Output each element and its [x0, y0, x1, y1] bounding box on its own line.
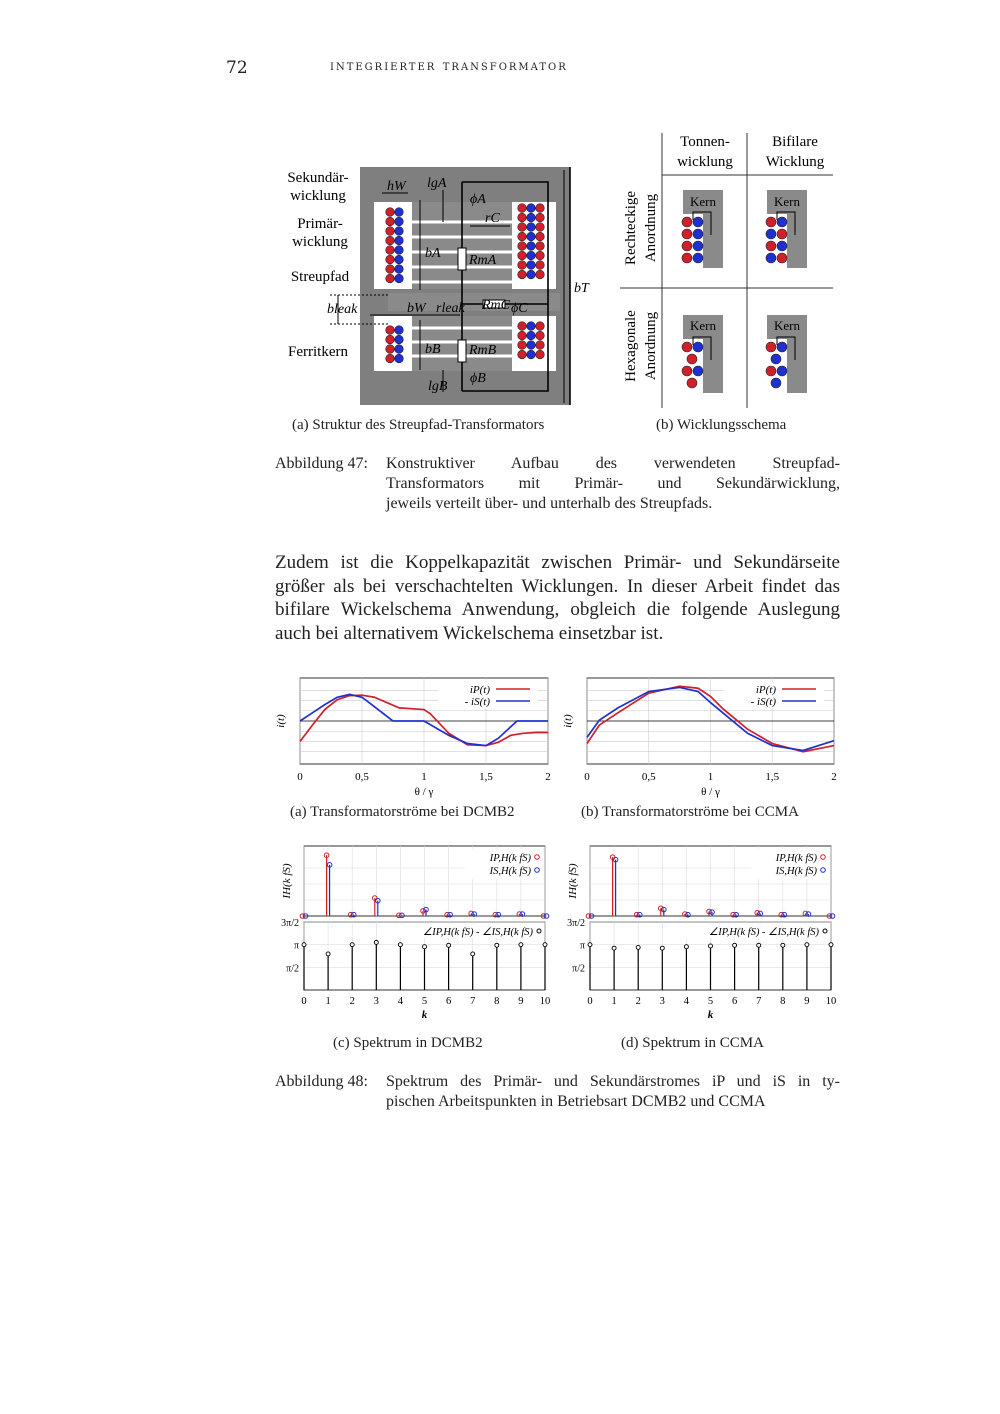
col-tonnen-2: wicklung	[677, 154, 733, 170]
conductor	[395, 326, 404, 335]
conductor	[777, 342, 787, 352]
x-tick-label: 0	[297, 771, 303, 783]
phase-marker	[302, 943, 306, 947]
label-phiA: ϕA	[470, 192, 486, 207]
x-tick-label: 8	[780, 996, 786, 1007]
legend-IP: IP,H(k fS)	[489, 853, 531, 864]
phase-marker	[543, 943, 547, 947]
conductor	[518, 261, 527, 270]
figure-47b-caption: (b) Wicklungsschema	[656, 417, 787, 433]
col-bifilar-2: Wicklung	[765, 154, 825, 170]
label-primary-2: wicklung	[292, 234, 348, 250]
conductor	[527, 213, 536, 222]
conductor	[527, 350, 536, 359]
conductor	[771, 378, 781, 388]
figure-48-line1: Spektrum des Primär- und Sekundärstromes iP und iS in ty-	[386, 1073, 840, 1090]
conductor	[777, 229, 787, 239]
phase-marker	[709, 944, 713, 948]
conductor	[682, 253, 692, 263]
conductor	[682, 217, 692, 227]
x-tick-label: 4	[683, 996, 690, 1007]
conductor	[536, 251, 545, 260]
x-tick-label: 0	[301, 996, 307, 1007]
figure-48d-caption: (d) Spektrum in CCMA	[621, 1035, 764, 1051]
label-phiC: ϕC	[511, 301, 528, 316]
x-tick-label: 1	[611, 996, 617, 1007]
label-RmB: RmB	[469, 343, 497, 358]
conductor	[527, 341, 536, 350]
conductor	[693, 253, 703, 263]
figure-47a-diagram	[270, 160, 600, 410]
conductor	[395, 217, 404, 226]
legend-phase: ∠IP,H(k fS) - ∠IS,H(k fS)	[708, 927, 819, 938]
x-tick-label: 0,5	[641, 771, 656, 783]
conductor	[777, 366, 787, 376]
conductor	[693, 217, 703, 227]
label-RmC: RmC	[482, 298, 510, 313]
x-tick-label: 0	[587, 996, 593, 1007]
x-tick-label: 1	[421, 771, 427, 783]
phase-marker	[757, 943, 761, 947]
conductor	[766, 342, 776, 352]
phase-marker	[326, 952, 330, 956]
row-rect-1: Rechteckige	[623, 190, 639, 266]
phase-marker	[495, 943, 499, 947]
x-tick-label: 4	[397, 996, 404, 1007]
conductor	[771, 354, 781, 364]
conductor	[766, 229, 776, 239]
conductor	[536, 270, 545, 279]
conductor	[386, 345, 395, 354]
conductor	[518, 270, 527, 279]
phase-marker	[398, 943, 402, 947]
conductor	[395, 335, 404, 344]
body-paragraph	[275, 551, 840, 645]
phase-marker	[829, 943, 833, 947]
conductor	[536, 331, 545, 340]
conductor	[693, 241, 703, 251]
figure-48-line2: pischen Arbeitspunkten in Betriebsart DCMB2 und CCMA	[386, 1093, 766, 1110]
conductor	[536, 242, 545, 251]
conductor	[777, 253, 787, 263]
label-RmA: RmA	[469, 253, 497, 268]
conductor	[766, 253, 776, 263]
x-tick-label: 8	[494, 996, 500, 1007]
conductor	[536, 341, 545, 350]
phase-marker	[781, 943, 785, 947]
figure-48-caption	[275, 1072, 840, 1114]
phase-marker	[733, 943, 737, 947]
phase-marker	[519, 943, 523, 947]
legend-phase: ∠IP,H(k fS) - ∠IS,H(k fS)	[422, 927, 533, 938]
legend-iS: - iS(t)	[750, 696, 776, 708]
resistor-RmB	[458, 340, 466, 362]
conductor	[386, 227, 395, 236]
conductor	[682, 366, 692, 376]
conductor	[682, 241, 692, 251]
x-tick-label: 2	[635, 996, 641, 1007]
phase-marker	[636, 945, 640, 949]
x-tick-label: 3	[373, 996, 379, 1007]
label-secondary-2: wicklung	[290, 188, 346, 204]
y-axis-label: IH(k fS)	[567, 863, 579, 899]
x-tick-label: 2	[545, 771, 551, 783]
figure-47b-diagram	[615, 128, 840, 413]
label-bA: bA	[425, 246, 441, 261]
x-tick-label: 10	[825, 996, 837, 1007]
charts-layer	[275, 678, 837, 1021]
conductor	[527, 232, 536, 241]
phase-tick-label: π/2	[286, 963, 299, 975]
x-tick-label: 6	[731, 996, 738, 1007]
conductor	[536, 232, 545, 241]
x-tick-label: 5	[707, 996, 714, 1007]
figure-47a-caption: (a) Struktur des Streupfad-Transformators	[292, 417, 545, 433]
conductor	[395, 255, 404, 264]
x-tick-label: 1,5	[765, 771, 780, 783]
conductor	[518, 204, 527, 213]
conductor	[687, 354, 697, 364]
figure-48a-caption: (a) Transformatorströme bei DCMB2	[290, 804, 515, 820]
figure-47-line2: Transformators mit Primär- und Sekundärwicklung,	[386, 475, 840, 492]
conductor	[395, 274, 404, 283]
conductor	[386, 274, 395, 283]
label-primary-1: Primär-	[297, 216, 343, 232]
phase-marker	[805, 943, 809, 947]
conductor	[693, 366, 703, 376]
winding-scheme-cells	[682, 190, 807, 393]
conductor	[527, 251, 536, 260]
conductor	[527, 270, 536, 279]
figure-48b-caption: (b) Transformatorströme bei CCMA	[581, 804, 799, 820]
core-label-1: Kern	[690, 194, 716, 209]
phase-tick-label: 3π/2	[567, 918, 585, 929]
x-tick-label: 2	[831, 771, 837, 783]
legend-iS: - iS(t)	[464, 696, 490, 708]
conductor	[777, 217, 787, 227]
x-axis-label: k	[707, 1009, 714, 1021]
label-ferrite: Ferritkern	[288, 344, 348, 360]
label-bB: bB	[425, 342, 441, 357]
figure-48c-caption: (c) Spektrum in DCMB2	[333, 1035, 483, 1051]
conductor	[386, 255, 395, 264]
label-bW: bW	[407, 301, 426, 316]
conductor	[386, 246, 395, 255]
phase-tick-label: π	[293, 940, 299, 952]
conductor	[518, 331, 527, 340]
x-tick-label: 7	[470, 996, 476, 1007]
label-lgB: lgB	[428, 379, 448, 394]
conductor	[386, 335, 395, 344]
x-tick-label: 9	[804, 996, 810, 1007]
conductor	[386, 208, 395, 217]
conductor	[518, 350, 527, 359]
conductor	[536, 204, 545, 213]
x-tick-label: 10	[539, 996, 551, 1007]
legend-IS: IS,H(k fS)	[775, 866, 817, 877]
conductor	[518, 213, 527, 222]
y-axis-label: i(t)	[562, 714, 574, 728]
y-axis-label: i(t)	[275, 714, 287, 728]
conductor	[518, 322, 527, 331]
phase-marker	[612, 946, 616, 950]
phase-marker	[423, 945, 427, 949]
y-axis-label: IH(k fS)	[281, 863, 293, 899]
figure-47-label: Abbildung 47:	[275, 455, 368, 472]
conductor	[395, 345, 404, 354]
row-hex-1: Hexagonale	[623, 310, 639, 382]
label-phiB: ϕB	[470, 371, 486, 386]
conductor	[766, 241, 776, 251]
conductor	[386, 265, 395, 274]
label-rC: rC	[485, 211, 500, 226]
conductor	[682, 229, 692, 239]
conductor	[536, 213, 545, 222]
x-tick-label: 9	[518, 996, 524, 1007]
figure-48-label: Abbildung 48:	[275, 1073, 368, 1090]
core-label-2: Kern	[774, 194, 800, 209]
conductor	[536, 322, 545, 331]
label-secondary-1: Sekundär-	[287, 170, 349, 186]
conductor	[527, 331, 536, 340]
x-axis-label: k	[421, 1009, 428, 1021]
conductor	[527, 322, 536, 331]
conductor	[386, 217, 395, 226]
label-lgA: lgA	[427, 176, 447, 191]
conductor	[518, 223, 527, 232]
x-tick-label: 1	[707, 771, 714, 783]
x-tick-label: 1	[325, 996, 331, 1007]
x-tick-label: 5	[421, 996, 428, 1007]
label-bT: bT	[574, 281, 589, 296]
conductor	[518, 251, 527, 260]
conductor	[527, 261, 536, 270]
conductor	[395, 265, 404, 274]
col-bifilar-1: Bifilare	[772, 134, 818, 150]
conductor	[536, 261, 545, 270]
conductor	[518, 341, 527, 350]
paragraph-line1: Zudem ist die Koppelkapazität zwischen Primär- und Sekundärseite	[275, 552, 840, 573]
conductor	[518, 232, 527, 241]
paragraph-line2: größer als bei verschachtelten Wicklungen. In dieser Arbeit findet das	[275, 575, 840, 597]
conductor	[693, 229, 703, 239]
x-tick-label: 0	[584, 771, 590, 783]
phase-tick-label: π/2	[572, 963, 585, 975]
row-rect-2: Anordnung	[643, 193, 659, 263]
x-tick-label: 2	[349, 996, 355, 1007]
conductor	[527, 223, 536, 232]
figure-47-caption	[275, 454, 840, 516]
conductor	[527, 204, 536, 213]
x-tick-label: 6	[445, 996, 452, 1007]
phase-marker	[660, 946, 664, 950]
core-label-4: Kern	[774, 318, 800, 333]
conductor	[682, 342, 692, 352]
conductor	[766, 366, 776, 376]
legend-IS: IS,H(k fS)	[489, 866, 531, 877]
running-title: integrierter transformator	[330, 58, 568, 74]
figure-47-line3: jeweils verteilt über- und unterhalb des Streupfads.	[386, 495, 713, 512]
conductor	[386, 326, 395, 335]
row-hex-2: Anordnung	[643, 311, 659, 381]
x-tick-label: 0,5	[355, 771, 369, 783]
phase-marker	[374, 940, 378, 944]
conductor	[527, 242, 536, 251]
conductor	[777, 241, 787, 251]
label-bleak: bleak	[327, 302, 358, 317]
x-tick-label: 1,5	[479, 771, 493, 783]
resistor-RmA	[458, 248, 466, 270]
conductor	[687, 378, 697, 388]
conductor	[386, 354, 395, 363]
x-axis-label: θ / γ	[701, 786, 720, 798]
core-label-3: Kern	[690, 318, 716, 333]
phase-marker	[588, 943, 592, 947]
conductor	[693, 342, 703, 352]
phase-marker	[447, 943, 451, 947]
conductor	[395, 354, 404, 363]
conductor	[536, 223, 545, 232]
label-rleak: rleak	[436, 301, 465, 316]
x-tick-label: 7	[756, 996, 762, 1007]
paragraph-line3: bifilare Wickelschema Anwendung, obgleich die folgende Auslegung	[275, 599, 840, 620]
conductor	[395, 227, 404, 236]
phase-tick-label: 3π/2	[281, 918, 299, 929]
page-number: 72	[226, 58, 248, 78]
col-tonnen-1: Tonnen-	[680, 134, 730, 150]
paragraph-line4: auch bei alternativem Wickelschema einsetzbar ist.	[275, 622, 664, 644]
conductor	[395, 246, 404, 255]
figure-47-line1: Konstruktiver Aufbau des verwendeten Streupfad-	[386, 455, 840, 472]
legend-iP: iP(t)	[755, 684, 776, 696]
x-tick-label: 3	[659, 996, 665, 1007]
phase-marker	[471, 952, 475, 956]
conductor	[386, 236, 395, 245]
phase-tick-label: π	[579, 940, 585, 952]
conductor	[766, 217, 776, 227]
conductor	[395, 236, 404, 245]
phase-marker	[350, 943, 354, 947]
legend-iP: iP(t)	[469, 684, 490, 696]
legend-IP: IP,H(k fS)	[775, 853, 817, 864]
label-hW: hW	[387, 179, 406, 194]
x-axis-label: θ / γ	[414, 786, 434, 798]
label-leakpath: Streupfad	[290, 269, 350, 285]
phase-marker	[684, 945, 688, 949]
conductor	[536, 350, 545, 359]
conductor	[395, 208, 404, 217]
conductor	[518, 242, 527, 251]
